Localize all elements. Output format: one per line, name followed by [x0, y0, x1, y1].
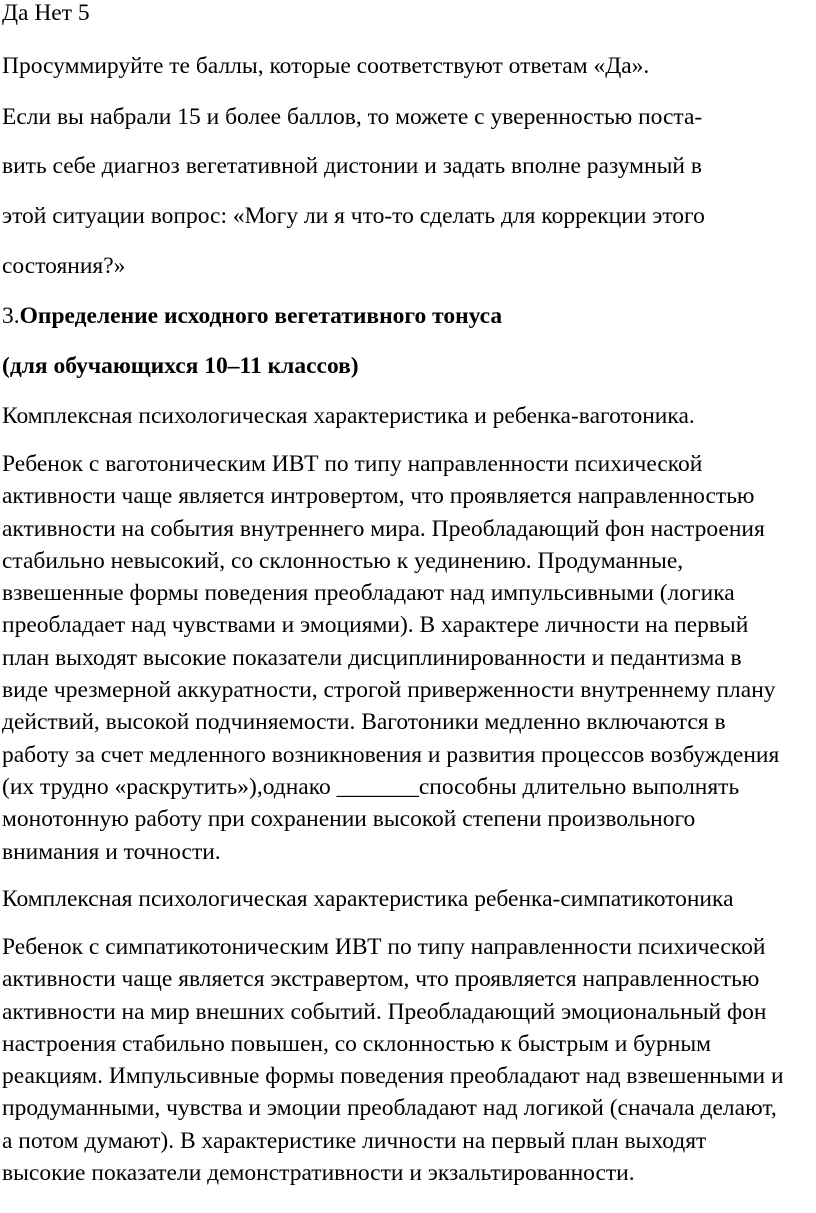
paragraph-line: продуманными, чувства и эмоции преобладают над логикой (сначала делают, — [2, 1095, 777, 1122]
paragraph-line: (их трудно «раскрутить»),однако _______способны длительно выполнять — [2, 773, 740, 800]
paragraph-line: активности на события внутреннего мира. Преобладающий фон настроения — [2, 515, 765, 542]
paragraph-line: работу за счет медленного возникновения и развития процессов возбуждения — [2, 741, 780, 768]
paragraph-line: активности чаще является интровертом, что проявляется направленностью — [2, 483, 755, 510]
paragraph-line: а потом думают). В характеристике личности на первый план выходят — [2, 1127, 707, 1154]
instruction-line-3: вить себе диагноз вегетативной дистонии и задать вполне разумный в — [2, 153, 702, 179]
instruction-line-1: Просуммируйте те баллы, которые соответствуют ответам «Да». — [2, 53, 650, 79]
instruction-line-5: состояния?» — [2, 253, 126, 279]
paragraph-line: взвешенные формы поведения преобладают над импульсивными (логика — [2, 580, 735, 607]
paragraph-line: преобладает над чувствами и эмоциями). В характере личности на первый — [2, 612, 749, 639]
paragraph-line: Ребенок с ваготоническим ИВТ по типу направленности психической — [2, 451, 703, 477]
answer-header-line: Да Нет 5 — [2, 0, 90, 26]
paragraph-line: реакциям. Импульсивные формы поведения преобладают над взвешенными и — [2, 1063, 784, 1090]
sympathicotonic-heading: Комплексная психологическая характеристика ребенка-симпатикотоника — [2, 886, 734, 912]
paragraph-line: активности на мир внешних событий. Преобладающий эмоциональный фон — [2, 998, 767, 1025]
instruction-line-4: этой ситуации вопрос: «Могу ли я что-то сделать для коррекции этого — [2, 203, 705, 229]
paragraph-line: внимания и точности. — [2, 838, 221, 865]
paragraph-line: виде чрезмерной аккуратности, строгой приверженности внутреннему плану — [2, 677, 776, 704]
paragraph-line: настроения стабильно повышен, со склонностью к быстрым и бурным — [2, 1030, 711, 1057]
section-title — [2, 305, 502, 329]
paragraph-line: активности чаще является экстравертом, что проявляется направленностью — [2, 966, 760, 993]
section-number: 3. — [2, 303, 20, 329]
paragraph-line: план выходят высокие показатели дисциплинированности и педантизма в — [2, 644, 742, 671]
vagotonic-paragraph — [2, 448, 812, 868]
paragraph-line: монотонную работу при сохранении высокой степени произвольного — [2, 806, 696, 833]
vagotonic-heading: Комплексная психологическая характеристика и ребенка-ваготоника. — [2, 403, 695, 429]
paragraph-line: высокие показатели демонстративности и экзальтированности. — [2, 1160, 635, 1187]
paragraph-line: стабильно невысокий, со склонностью к уединению. Продуманные, — [2, 547, 684, 574]
section-title-text: Определение исходного вегетативного тонуса — [19, 303, 503, 329]
section-subtitle: (для обучающихся 10–11 классов) — [2, 353, 359, 379]
paragraph-line: Ребенок с симпатикотоническим ИВТ по типу направленности психической — [2, 934, 766, 960]
paragraph-line: действий, высокой подчиняемости. Ваготоники медленно включаются в — [2, 709, 726, 736]
sympathicotonic-paragraph — [2, 931, 812, 1189]
instruction-line-2: Если вы набрали 15 и более баллов, то можете с уверенностью поста- — [2, 104, 703, 130]
